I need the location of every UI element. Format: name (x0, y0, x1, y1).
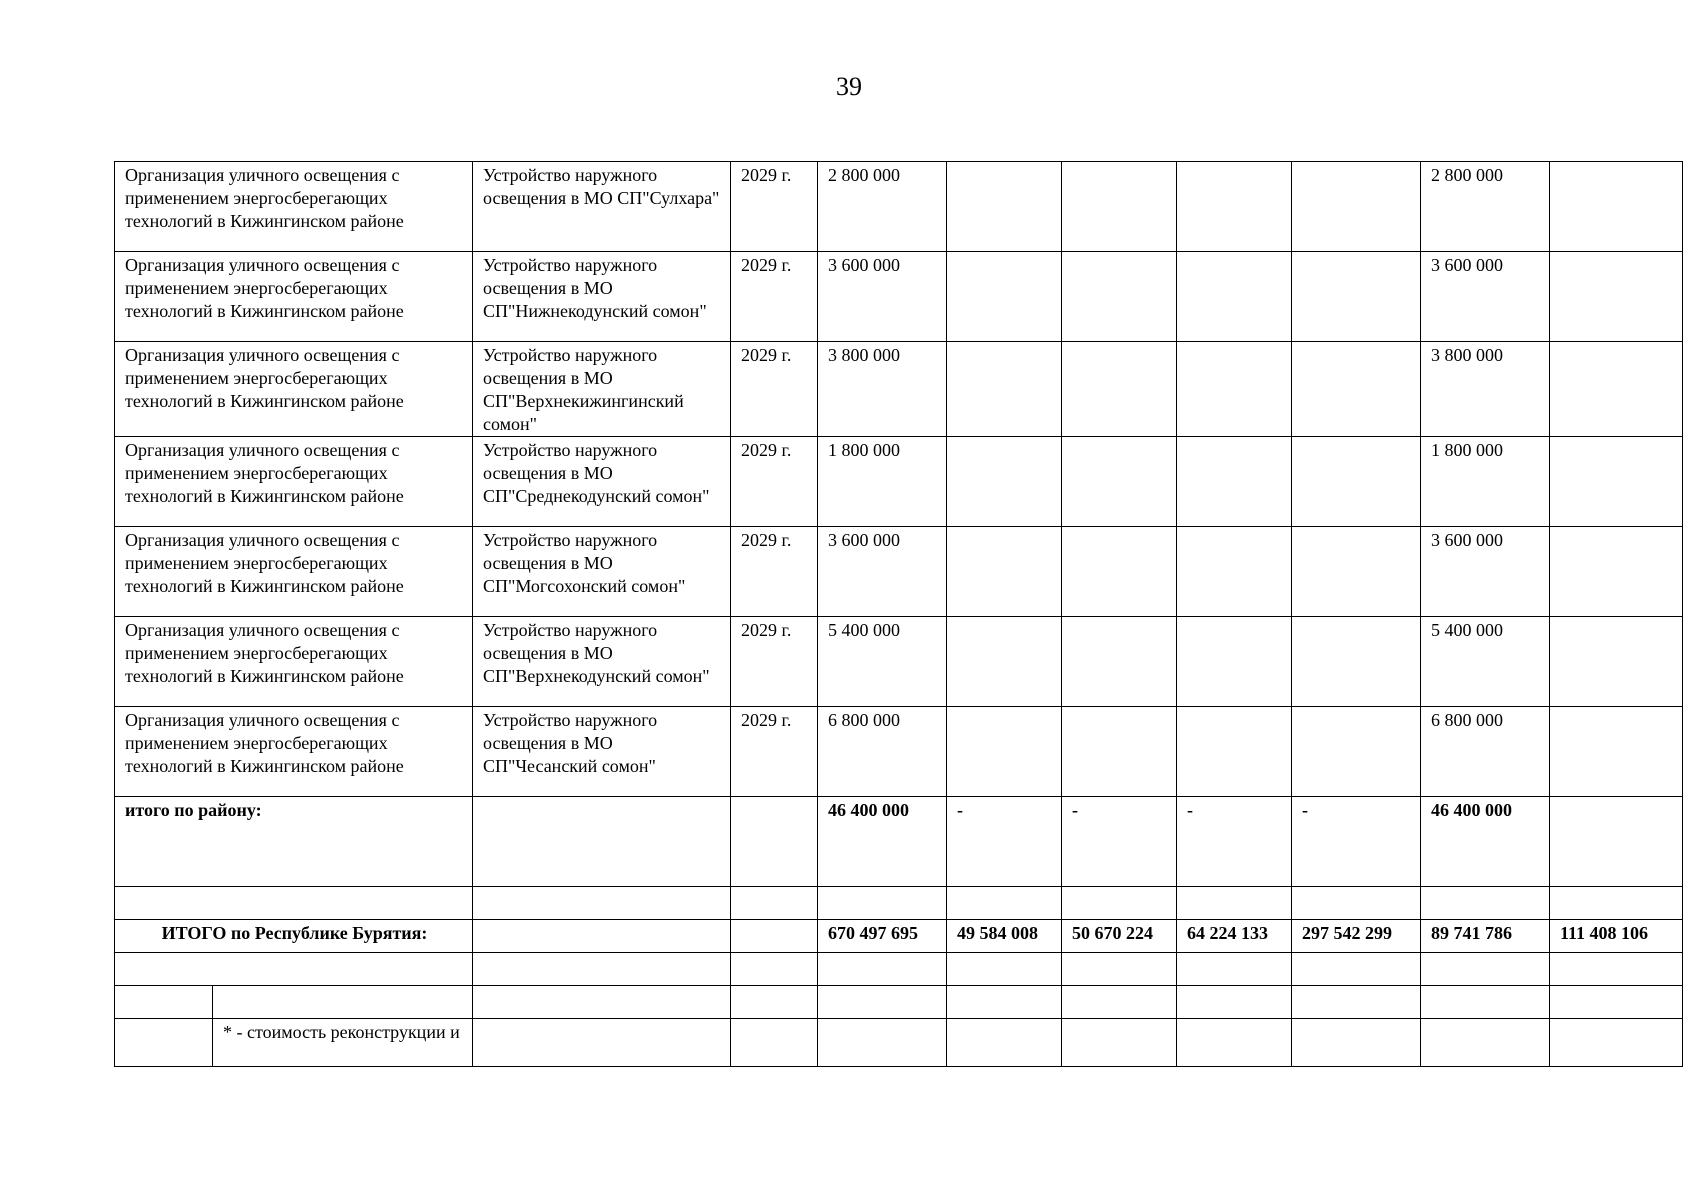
budget-table (114, 161, 1683, 1067)
district-total-last: 46 400 000 (1421, 797, 1550, 887)
year-cell: 2029 г. (731, 252, 818, 342)
empty-cell (1062, 342, 1177, 437)
empty-cell (1062, 527, 1177, 617)
total-cell: 2 800 000 (818, 162, 947, 252)
year-cell: 2029 г. (731, 437, 818, 527)
total-cell: 3 600 000 (818, 527, 947, 617)
empty-cell (1292, 162, 1421, 252)
object-cell: Устройство наружного освещения в МО СП"Могсохонский сомон" (473, 527, 731, 617)
empty-cell (1062, 437, 1177, 527)
object-cell: Устройство наружного освещения в МО СП"Верхнекодунский сомон" (473, 617, 731, 707)
object-cell: Устройство наружного освещения в МО СП"Сулхара" (473, 162, 731, 252)
district-total-sum: 46 400 000 (818, 797, 947, 887)
spacer-row (115, 887, 1683, 920)
footnote: * - стоимость реконструкции и (213, 1019, 473, 1067)
table-row (115, 162, 1683, 252)
empty-cell (1292, 437, 1421, 527)
year-cell: 2029 г. (731, 527, 818, 617)
republic-total-row (115, 920, 1683, 953)
last-cell: 3 800 000 (1421, 342, 1550, 437)
activity-cell: Организация уличного освещения с применением энергосберегающих технологий в Кижингинском районе (115, 527, 473, 617)
republic-total-c4: 297 542 299 (1292, 920, 1421, 953)
empty-cell (947, 617, 1062, 707)
table-row (115, 252, 1683, 342)
table-row (115, 707, 1683, 797)
total-cell: 1 800 000 (818, 437, 947, 527)
republic-total-sum: 670 497 695 (818, 920, 947, 953)
last-cell: 6 800 000 (1421, 707, 1550, 797)
table-row (115, 437, 1683, 527)
activity-cell: Организация уличного освещения с применением энергосберегающих технологий в Кижингинском районе (115, 437, 473, 527)
empty-cell (947, 707, 1062, 797)
table-row (115, 342, 1683, 437)
republic-total-label: ИТОГО по Республике Бурятия: (115, 920, 473, 953)
year-cell: 2029 г. (731, 342, 818, 437)
empty-cell (1292, 527, 1421, 617)
last-cell: 1 800 000 (1421, 437, 1550, 527)
district-total-c1: - (947, 797, 1062, 887)
district-total-label: итого по району: (115, 797, 473, 887)
object-cell: Устройство наружного освещения в МО СП"Верхнекижингинский сомон" (473, 342, 731, 437)
empty-cell (947, 527, 1062, 617)
empty-cell (1177, 527, 1292, 617)
district-total-c4: - (1292, 797, 1421, 887)
last-cell: 2 800 000 (1421, 162, 1550, 252)
empty-cell (1550, 527, 1683, 617)
empty-cell (1550, 617, 1683, 707)
republic-total-c5: 89 741 786 (1421, 920, 1550, 953)
empty-cell (1062, 707, 1177, 797)
empty-cell (947, 342, 1062, 437)
empty-cell (1292, 252, 1421, 342)
republic-total-c1: 49 584 008 (947, 920, 1062, 953)
page-number: 39 (836, 72, 862, 101)
table-row (115, 617, 1683, 707)
activity-cell: Организация уличного освещения с применением энергосберегающих технологий в Кижингинском районе (115, 342, 473, 437)
empty-cell (947, 437, 1062, 527)
empty-cell (1177, 707, 1292, 797)
activity-cell: Организация уличного освещения с применением энергосберегающих технологий в Кижингинском районе (115, 162, 473, 252)
activity-cell: Организация уличного освещения с применением энергосберегающих технологий в Кижингинском районе (115, 707, 473, 797)
activity-cell: Организация уличного освещения с применением энергосберегающих технологий в Кижингинском районе (115, 252, 473, 342)
empty-cell (1062, 252, 1177, 342)
empty-cell (1062, 617, 1177, 707)
empty-cell (1550, 342, 1683, 437)
year-cell: 2029 г. (731, 162, 818, 252)
empty-cell (1177, 162, 1292, 252)
empty-cell (1292, 617, 1421, 707)
district-total-row (115, 797, 1683, 887)
total-cell: 3 600 000 (818, 252, 947, 342)
empty-cell (947, 162, 1062, 252)
object-cell: Устройство наружного освещения в МО СП"Чесанский сомон" (473, 707, 731, 797)
object-cell: Устройство наружного освещения в МО СП"Нижнекодунский сомон" (473, 252, 731, 342)
empty-cell (1292, 707, 1421, 797)
empty-cell (1177, 437, 1292, 527)
empty-cell (1177, 617, 1292, 707)
year-cell: 2029 г. (731, 707, 818, 797)
footnote-row (115, 1019, 1683, 1067)
empty-cell (1177, 342, 1292, 437)
year-cell: 2029 г. (731, 617, 818, 707)
activity-cell: Организация уличного освещения с применением энергосберегающих технологий в Кижингинском районе (115, 617, 473, 707)
empty-cell (1550, 437, 1683, 527)
table-row (115, 527, 1683, 617)
object-cell: Устройство наружного освещения в МО СП"Среднекодунский сомон" (473, 437, 731, 527)
total-cell: 3 800 000 (818, 342, 947, 437)
total-cell: 6 800 000 (818, 707, 947, 797)
empty-cell (1550, 707, 1683, 797)
republic-total-c6: 111 408 106 (1550, 920, 1683, 953)
last-cell: 3 600 000 (1421, 252, 1550, 342)
district-total-c3: - (1177, 797, 1292, 887)
total-cell: 5 400 000 (818, 617, 947, 707)
republic-total-c2: 50 670 224 (1062, 920, 1177, 953)
empty-cell (1062, 162, 1177, 252)
blank-row (115, 986, 1683, 1019)
empty-cell (1292, 342, 1421, 437)
empty-cell (1550, 252, 1683, 342)
district-total-c2: - (1062, 797, 1177, 887)
last-cell: 3 600 000 (1421, 527, 1550, 617)
republic-total-c3: 64 224 133 (1177, 920, 1292, 953)
empty-cell (1177, 252, 1292, 342)
empty-cell (1550, 162, 1683, 252)
empty-cell (947, 252, 1062, 342)
blank-row (115, 953, 1683, 986)
last-cell: 5 400 000 (1421, 617, 1550, 707)
